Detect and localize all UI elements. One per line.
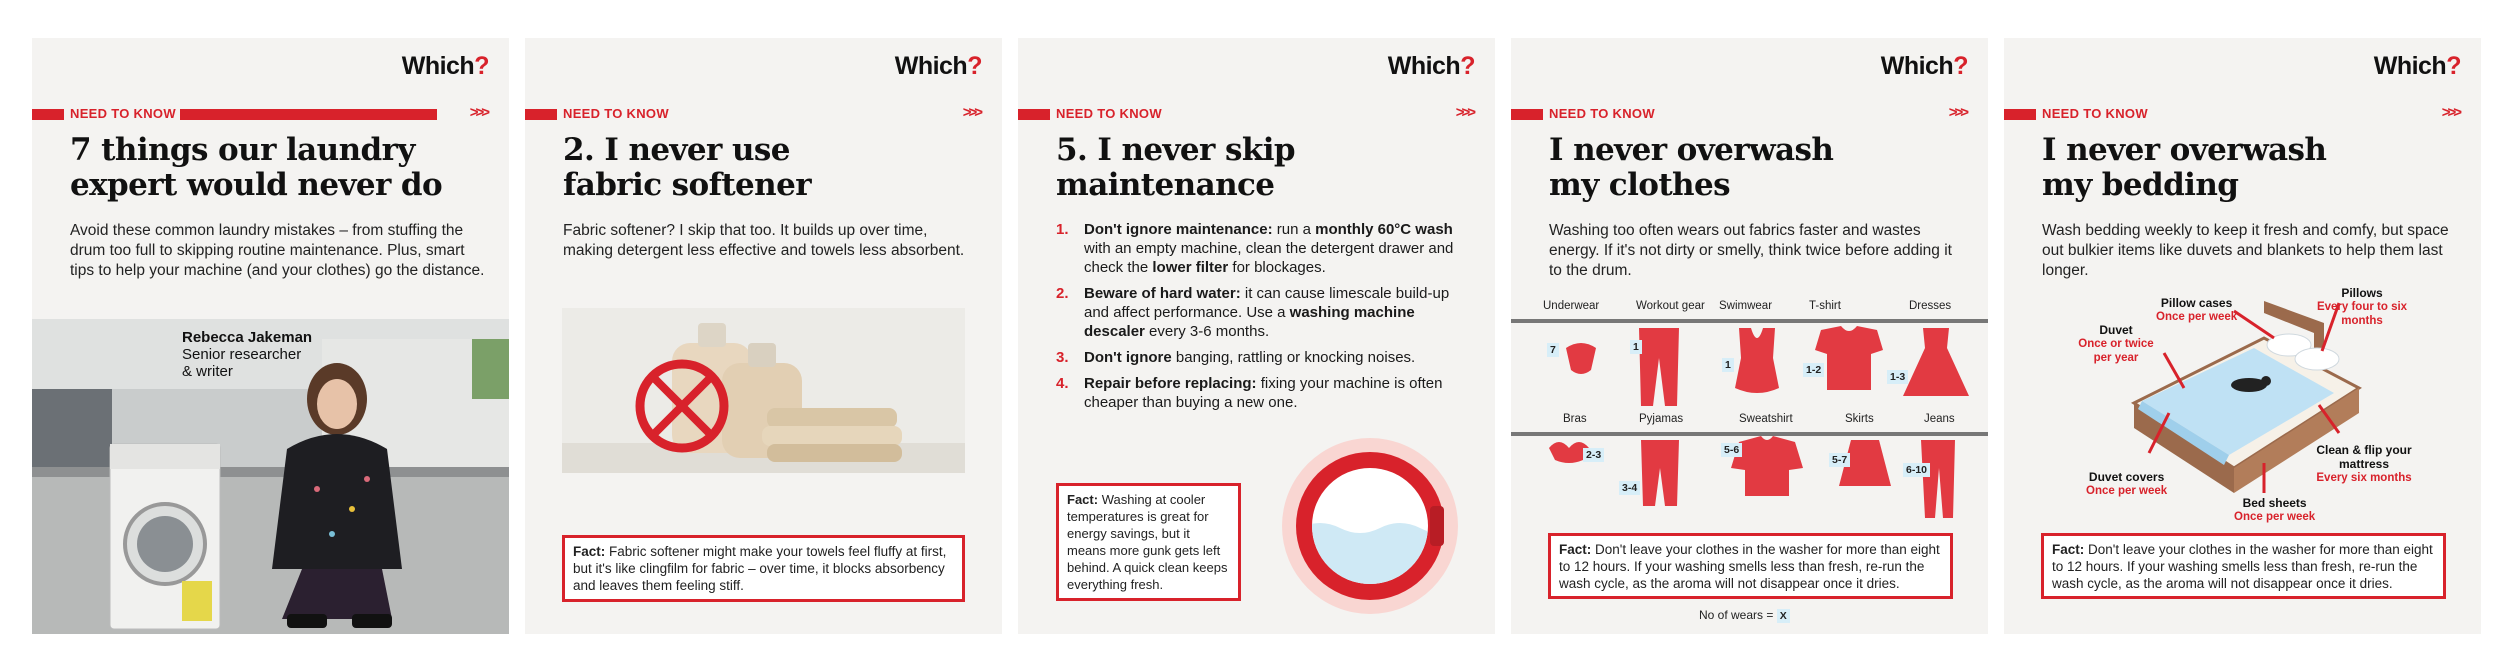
need-to-know-banner bbox=[525, 104, 1002, 121]
card-overwash-clothes bbox=[1511, 38, 1988, 634]
expert-role-2: & writer bbox=[182, 363, 233, 380]
card-maintenance bbox=[1018, 38, 1495, 634]
which-logo: Which? bbox=[2373, 52, 2461, 80]
need-to-know-banner bbox=[2004, 104, 2481, 121]
card-title: 5. I never skip maintenance bbox=[1056, 132, 1295, 203]
clothing-label: Underwear bbox=[1543, 300, 1600, 312]
step-item: 4. Repair before replacing: fixing your machine is often cheaper than buying a new one. bbox=[1056, 375, 1443, 411]
card-title: I never overwash my clothes bbox=[1549, 132, 1834, 203]
need-to-know-label: NEED TO KNOW bbox=[70, 106, 176, 121]
need-to-know-label: NEED TO KNOW bbox=[2042, 106, 2148, 121]
bedding-item-mattress: Clean & flip your mattress Every six months bbox=[2316, 443, 2412, 484]
clothing-label: Sweatshirt bbox=[1739, 413, 1793, 425]
bedding-item-bed-sheets: Bed sheets Once per week bbox=[2234, 496, 2316, 523]
need-to-know-banner bbox=[32, 104, 509, 121]
expert-role: Senior researcher bbox=[182, 346, 302, 363]
chevrons-icon: >>> bbox=[1948, 104, 1966, 121]
need-to-know-label: NEED TO KNOW bbox=[1549, 106, 1655, 121]
chevrons-icon: >>> bbox=[962, 104, 980, 121]
card-body: Washing too often wears out fabrics faster and wastes energy. If it's not dirty or smelly, think twice before adding it to the drum. bbox=[1549, 222, 1952, 279]
clothing-label: T-shirt bbox=[1809, 300, 1841, 312]
clothing-label: Bras bbox=[1563, 413, 1587, 425]
card-body: Wash bedding weekly to keep it fresh and comfy, but space out bulkier items like duvets and blankets to help them last longer. bbox=[2042, 222, 2449, 279]
chevrons-icon: >>> bbox=[1455, 104, 1473, 121]
card-title: I never overwash my bedding bbox=[2042, 132, 2327, 203]
clothing-label: Pyjamas bbox=[1639, 413, 1684, 425]
step-item: 2. Beware of hard water: it can cause limescale build-up and affect performance. Use a washing machine descaler every 3-6 months. bbox=[1056, 285, 1450, 340]
wears-badge: 1-2 bbox=[1803, 363, 1824, 377]
wears-badge: 5-6 bbox=[1721, 443, 1742, 457]
washing-drum-icon bbox=[1280, 436, 1460, 616]
bedding-item-pillow-cases: Pillow cases Once per week bbox=[2156, 296, 2238, 323]
fact-box: Fact: Don't leave your clothes in the washer for more than eight to 12 hours. If your washing smells less than fresh, re-run the wash cycle, as the aroma will not disappear once it dries. bbox=[1548, 533, 1953, 599]
bedding-item-duvet-covers: Duvet covers Once per week bbox=[2086, 470, 2168, 497]
card-fabric-softener bbox=[525, 38, 1002, 634]
softener-image bbox=[562, 308, 965, 473]
chevrons-icon: >>> bbox=[469, 104, 487, 121]
card-body: Fabric softener? I skip that too. It builds up over time, making detergent less effective and towels less absorbent. bbox=[563, 222, 965, 259]
clothing-label: Skirts bbox=[1845, 413, 1874, 425]
which-logo: Which? bbox=[1880, 52, 1968, 80]
clothing-label: Jeans bbox=[1924, 413, 1955, 425]
expert-photo bbox=[32, 319, 509, 634]
fact-box: Fact: Don't leave your clothes in the washer for more than eight to 12 hours. If your washing smells less than fresh, re-run the wash cycle, as the aroma will not disappear once it dries. bbox=[2041, 533, 2446, 599]
wears-badge: 1-3 bbox=[1887, 370, 1908, 384]
bedding-item-pillows: Pillows Every four to six months bbox=[2316, 286, 2408, 327]
expert-caption bbox=[182, 329, 312, 380]
wears-badge: 5-7 bbox=[1829, 453, 1850, 467]
need-to-know-banner bbox=[1018, 104, 1495, 121]
which-logo: Which? bbox=[401, 52, 489, 80]
fact-box: Fact: Fabric softener might make your towels feel fluffy at first, but it's like clingfilm for fabric – over time, it blocks absorbency and leaves them feeling stiff. bbox=[562, 535, 965, 602]
wears-badge: 2-3 bbox=[1583, 448, 1604, 462]
wears-badge: 1 bbox=[1722, 358, 1734, 372]
wears-badge: 3-4 bbox=[1619, 481, 1640, 495]
step-item: 1. Don't ignore maintenance: run a monthly 60°C wash with an empty machine, clean the detergent drawer and check the lower filter for blockages. bbox=[1056, 221, 1454, 276]
chevrons-icon: >>> bbox=[2441, 104, 2459, 121]
which-logo: Which? bbox=[894, 52, 982, 80]
card-title: 2. I never use fabric softener bbox=[563, 132, 811, 203]
step-item: 3. Don't ignore banging, rattling or knocking noises. bbox=[1056, 349, 1416, 366]
expert-name: Rebecca Jakeman bbox=[182, 329, 313, 346]
wears-badge: 6-10 bbox=[1903, 463, 1930, 477]
need-to-know-banner bbox=[1511, 104, 1988, 121]
card-overwash-bedding bbox=[2004, 38, 2481, 634]
maintenance-steps bbox=[1056, 220, 1466, 419]
clothing-illustrations bbox=[1511, 318, 1988, 548]
need-to-know-label: NEED TO KNOW bbox=[1056, 106, 1162, 121]
clothing-label: Dresses bbox=[1909, 300, 1952, 312]
bedding-item-duvet: Duvet Once or twice per year bbox=[2078, 323, 2154, 364]
wears-badge: 7 bbox=[1547, 343, 1559, 357]
clothing-label: Workout gear bbox=[1636, 300, 1705, 312]
wears-key: No of wears = X bbox=[1699, 608, 1790, 623]
wears-badge: 1 bbox=[1630, 340, 1642, 354]
clothing-label: Swimwear bbox=[1719, 300, 1773, 312]
which-logo: Which? bbox=[1387, 52, 1475, 80]
card-laundry-intro bbox=[32, 38, 509, 634]
card-body: Avoid these common laundry mistakes – from stuffing the drum too full to skipping routine maintenance. Plus, smart tips to help your machine (and your clothes) go the distance. bbox=[70, 222, 485, 279]
fact-box: Fact: Washing at cooler temperatures is great for energy savings, but it means more gunk gets left behind. A quick clean keeps everything fresh. bbox=[1056, 483, 1241, 601]
need-to-know-label: NEED TO KNOW bbox=[563, 106, 669, 121]
card-title: 7 things our laundry expert would never do bbox=[70, 132, 443, 203]
